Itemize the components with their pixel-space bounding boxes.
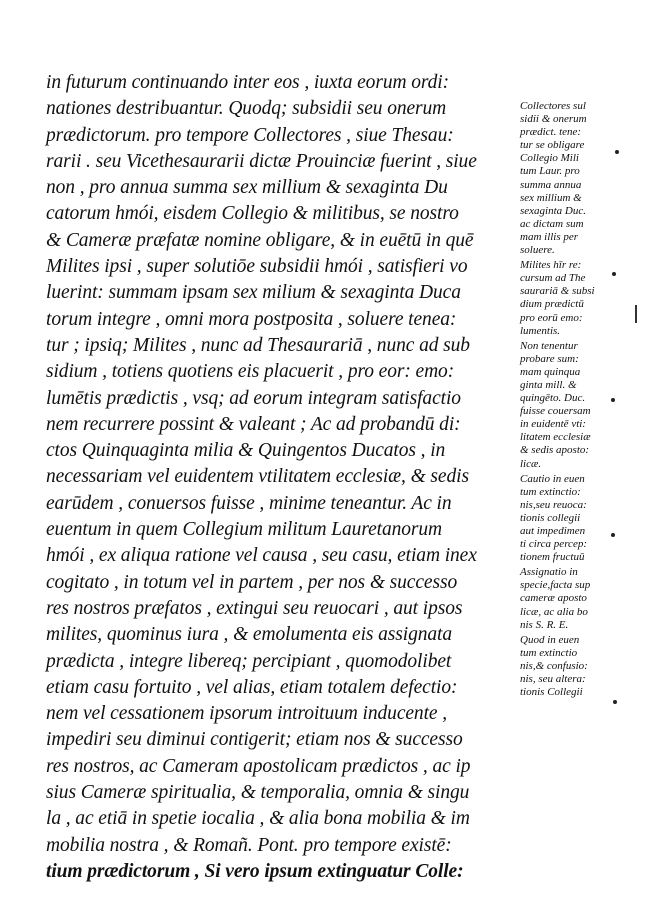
text-line: non , pro annua summa sex millium & sexaginta Du [46,177,448,199]
text-line: prædictorum. pro tempore Collectores , siue Thesau: [46,124,454,146]
margin-note-line: nis S. R. E. [520,618,569,631]
text-line: tium prædictorum , Si vero ipsum extinguatur Colle: [46,860,464,882]
text-line: in futurum continuando inter eos , iuxta eorum ordi: [46,72,450,93]
margin-note-line: Assignatio in [520,566,578,579]
text-line: rarii . seu Vicethesaurarii dictæ Prouinciæ fuerint , siue [46,150,477,172]
margin-note-line: tum extinctio: [520,485,581,498]
margin-note-line: dium prædictū [520,298,584,311]
margin-note-line: & sedis aposto: [520,444,590,457]
ornament-dot [611,533,615,537]
ornament-dot [611,398,615,402]
ornament-dot [612,272,616,276]
text-line: sidium , totiens quotiens eis placuerit , pro eor: emo: [46,361,455,383]
margin-note-line: specie,facta sup [520,579,591,592]
margin-note-line: nis,seu reuoca: [520,498,587,511]
margin-note-line: sex millium & [520,191,582,204]
margin-note-line: Milites hīr re: [520,259,582,272]
margin-note-line: prædict. tene: [520,126,582,139]
text-line: impediri seu diminui contigerit; etiam nos & successo [46,729,463,751]
text-line: hmói , ex aliqua ratione vel causa , seu casu, etiam inex [46,545,477,567]
margin-note-line: tionis collegii [520,511,581,524]
margin-note-line: probare sum: [520,352,579,365]
text-line: cogitato , in totum vel in partem , per nos & successo [46,571,458,593]
margin-note [520,473,615,565]
margin-note-line: Cautio in euen [520,472,585,485]
margin-note-line: lumentis. [520,324,561,337]
margin-note-line: aut impedimen [520,525,586,537]
margin-note-line: quingēto. Duc. [520,392,586,405]
margin-note-line: tur se obligare [520,139,585,152]
margin-note-line: cameræ aposto [520,592,587,605]
text-line: lumētis prædictis , vsq; ad eorum integram satisfactio [46,387,461,409]
margin-note-line: licæ, ac alia bo [520,605,588,618]
margin-note [520,100,615,257]
margin-note-line: Non tenentur [520,339,578,352]
margin-note-line: tum extinctio [520,646,578,659]
text-line: la , ac etiā in spetie iocalia , & alia bona mobilia & im [46,808,470,830]
margin-note-line: saurariā & subsi [520,285,595,298]
text-line: res nostros, ac Cameram apostolicam prædictos , ac ip [46,755,471,777]
text-line: & Cameræ præfatæ nomine obligare, & in euētū in quē [46,229,474,251]
margin-note-line: mam illis per [520,230,579,243]
margin-note-line: Quod in euen [520,633,580,646]
margin-note [520,566,615,631]
text-line: milites, quominus iura , & emolumenta eis assignata [46,624,453,646]
page-edge-mark [635,305,637,323]
margin-note-line: ginta mill. & [520,378,577,391]
margin-note-line: licæ. [520,457,542,470]
text-line: torum integre , omni mora postposita , soluere tenea: [46,308,457,330]
margin-note-line: soluere. [520,244,555,257]
margin-note-line: nis,& confusio: [520,659,588,672]
margin-note-line: cursum ad The [520,272,586,285]
ornament-dot [615,150,619,154]
text-line: mobilia nostra , & Romañ. Pont. pro tempore existē: [46,834,452,856]
margin-note-line: litatem ecclesiæ [520,431,591,444]
text-line: euentum in quem Collegium militum Lauretanorum [46,519,443,541]
margin-note [520,259,615,338]
margin-notes [520,100,615,701]
text-line: Milites ipsi , super solutiōe subsidii hmói , satisfieri vo [46,256,468,278]
text-line: nationes destribuantur. Quodq; subsidii seu onerum [46,98,447,120]
margin-note-line: tionis Collegii [520,686,583,699]
margin-note-line: ac dictam sum [520,217,584,230]
text-line: prædicta , integre libereq; percipiant , quomodolibet [46,650,452,672]
margin-note-line: Collectores sul [520,100,586,112]
text-line: earūdem , conuersos fuisse , minime teneantur. Ac in [46,492,452,514]
margin-note-line: pro eorū emo: [520,311,583,324]
margin-note-line: nis, seu altera: [520,673,586,686]
ornament-dot [613,700,617,704]
margin-note-line: ti circa percep: [520,538,587,551]
margin-note [520,340,615,471]
text-line: necessariam vel euidentem vtilitatem ecclesiæ, & sedis [46,466,469,488]
text-line: luerint: summam ipsam sex milium & sexaginta Duca [46,282,461,304]
main-text-block [46,70,516,885]
text-line: res nostros præfatos , extingui seu reuocari , aut ipsos [46,597,463,619]
text-line: nem vel cessationem ipsorum introituum inducente , [46,703,447,725]
text-line: ctos Quinquaginta milia & Quingentos Ducatos , in [46,440,446,462]
text-line: catorum hmói, eisdem Collegio & militibus, se nostro [46,203,459,225]
margin-note-line: sidii & onerum [520,113,587,126]
margin-note-line: Collegio Mili [520,152,579,165]
margin-note [520,634,615,699]
text-line: tur ; ipsiq; Milites , nunc ad Thesaurariā , nunc ad sub [46,334,470,356]
text-line: etiam casu fortuito , vel alias, etiam totalem defectio: [46,676,458,698]
margin-note-line: sexaginta Duc. [520,204,586,217]
margin-note-line: summa annua [520,178,582,191]
margin-note-line: fuisse couersam [520,405,591,418]
margin-note-line: tum Laur. pro [520,165,580,178]
margin-note-line: tionem fructuū [520,551,585,564]
margin-note-line: mam quinqua [520,365,581,378]
text-line: sius Cameræ spiritualia, & temporalia, omnia & singu [46,782,470,804]
text-line: nem recurrere possint & valeant ; Ac ad probandū di: [46,413,461,435]
margin-note-line: in euidentē vti: [520,418,586,431]
